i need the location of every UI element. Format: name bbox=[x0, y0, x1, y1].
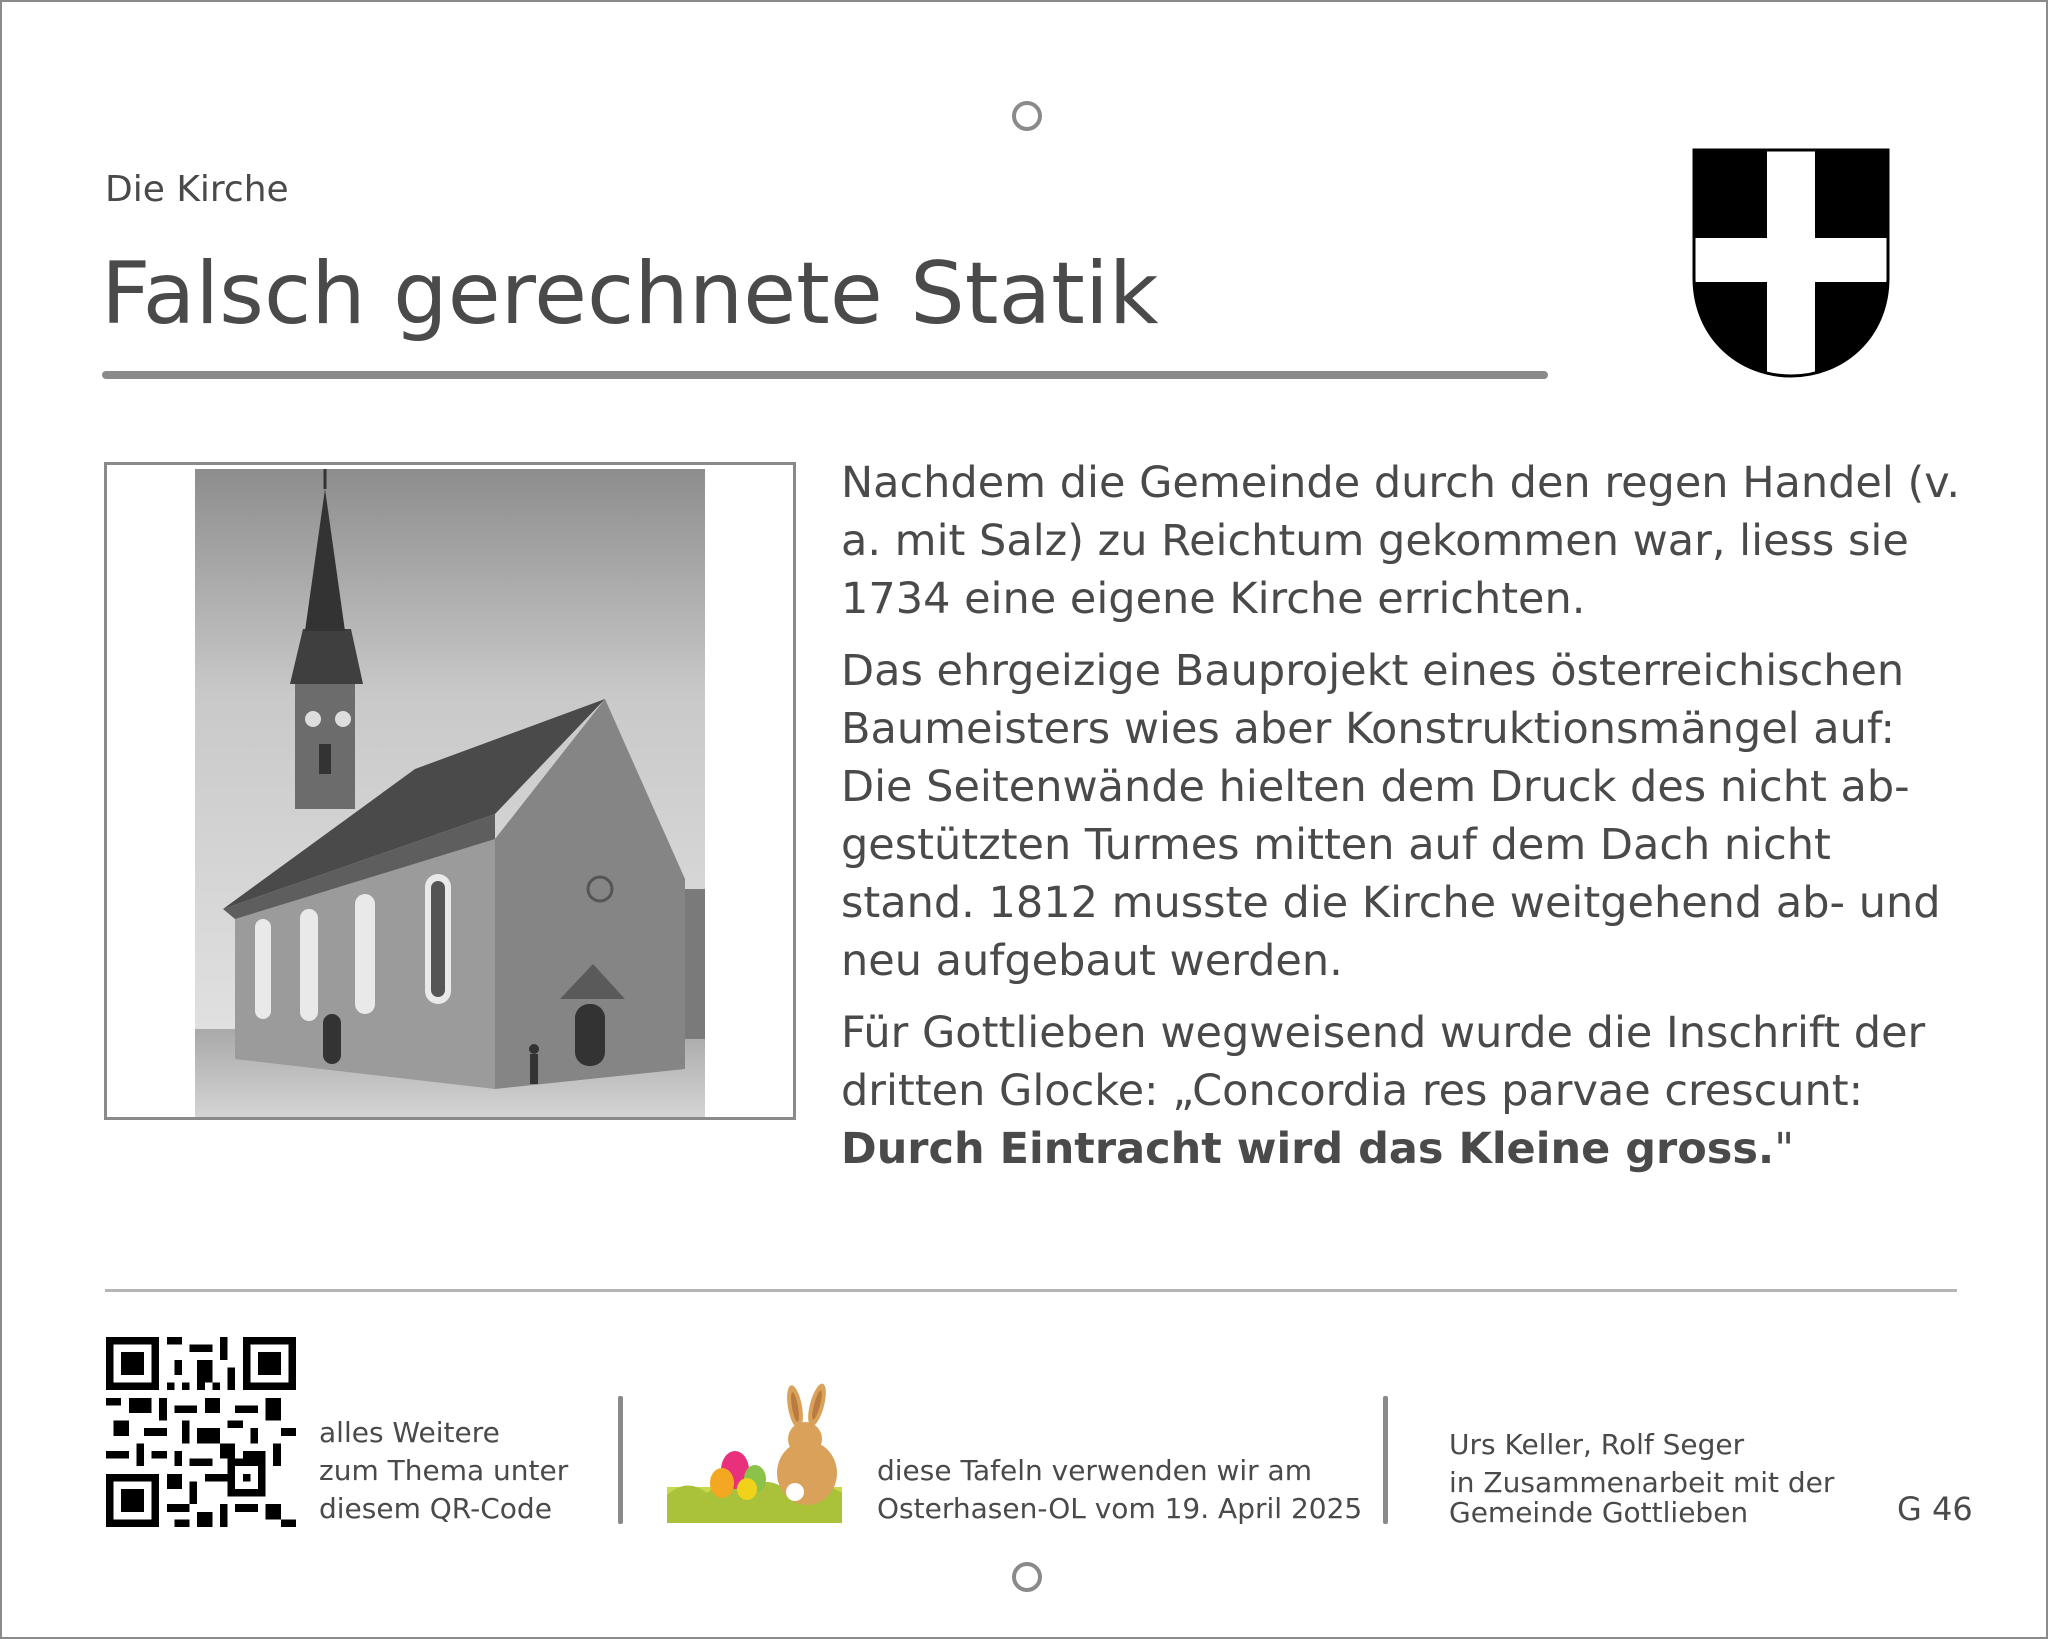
credit-authors: Urs Keller, Rolf Seger bbox=[1449, 1428, 1745, 1461]
credit-line: Gemeinde Gottlieben bbox=[1449, 1496, 1749, 1529]
qr-caption-line: diesem QR-Code bbox=[319, 1492, 552, 1525]
inscription-close-quote: " bbox=[1774, 1124, 1795, 1174]
event-caption-line: Osterhasen-OL vom 19. April 2025 bbox=[877, 1492, 1363, 1525]
coat-of-arms-cross-icon bbox=[1692, 148, 1890, 378]
board-number: G 46 bbox=[1897, 1490, 1973, 1528]
paragraph-bell-inscription bbox=[841, 1004, 1971, 1178]
church-photo bbox=[104, 462, 796, 1120]
qr-caption-line: zum Thema unter bbox=[319, 1454, 569, 1487]
footer-divider bbox=[105, 1289, 1957, 1292]
qr-caption-line: alles Weitere bbox=[319, 1416, 500, 1449]
footer-separator bbox=[1383, 1396, 1388, 1524]
mounting-hole-bottom bbox=[1012, 1562, 1042, 1592]
event-caption-line: diese Tafeln verwenden wir am bbox=[877, 1454, 1312, 1487]
inscription-lead: Für Gottlieben wegweisend wurde die Inschrift der dritten Glocke: „Concordia res parvae crescunt: bbox=[841, 1008, 1926, 1116]
inscription-translation: Durch Eintracht wird das Kleine gross. bbox=[841, 1124, 1775, 1174]
church-photo-icon bbox=[195, 469, 705, 1117]
qr-caption bbox=[319, 1414, 568, 1528]
event-caption bbox=[877, 1452, 1362, 1528]
body-text bbox=[841, 454, 1971, 1192]
easter-bunny-icon bbox=[667, 1377, 842, 1523]
credit-line: in Zusammenarbeit mit der bbox=[1449, 1466, 1835, 1499]
qr-code-icon[interactable] bbox=[106, 1337, 296, 1527]
credits bbox=[1449, 1426, 1834, 1528]
footer-separator bbox=[618, 1396, 623, 1524]
section-label: Die Kirche bbox=[105, 169, 289, 210]
paragraph-history: Nachdem die Gemeinde durch den regen Handel (v. a. mit Salz) zu Reichtum gekommen war, liess sie 1734 eine eigene Kirche errichten. bbox=[841, 458, 1961, 624]
paragraph-construction: Das ehrgeizige Bauprojekt eines österreichischen Baumeisters wies aber Konstruktionsmängel auf: Die Seitenwände hielten dem Druck des nicht ab-gestützten Turmes mitten auf dem Dach nicht stand. 1812 musste die Kirche weitgehend ab- und neu aufgebaut werden. bbox=[841, 646, 1941, 986]
title-underline bbox=[102, 371, 1548, 379]
page-title: Falsch gerechnete Statik bbox=[101, 244, 1159, 344]
mounting-hole-top bbox=[1012, 101, 1042, 131]
